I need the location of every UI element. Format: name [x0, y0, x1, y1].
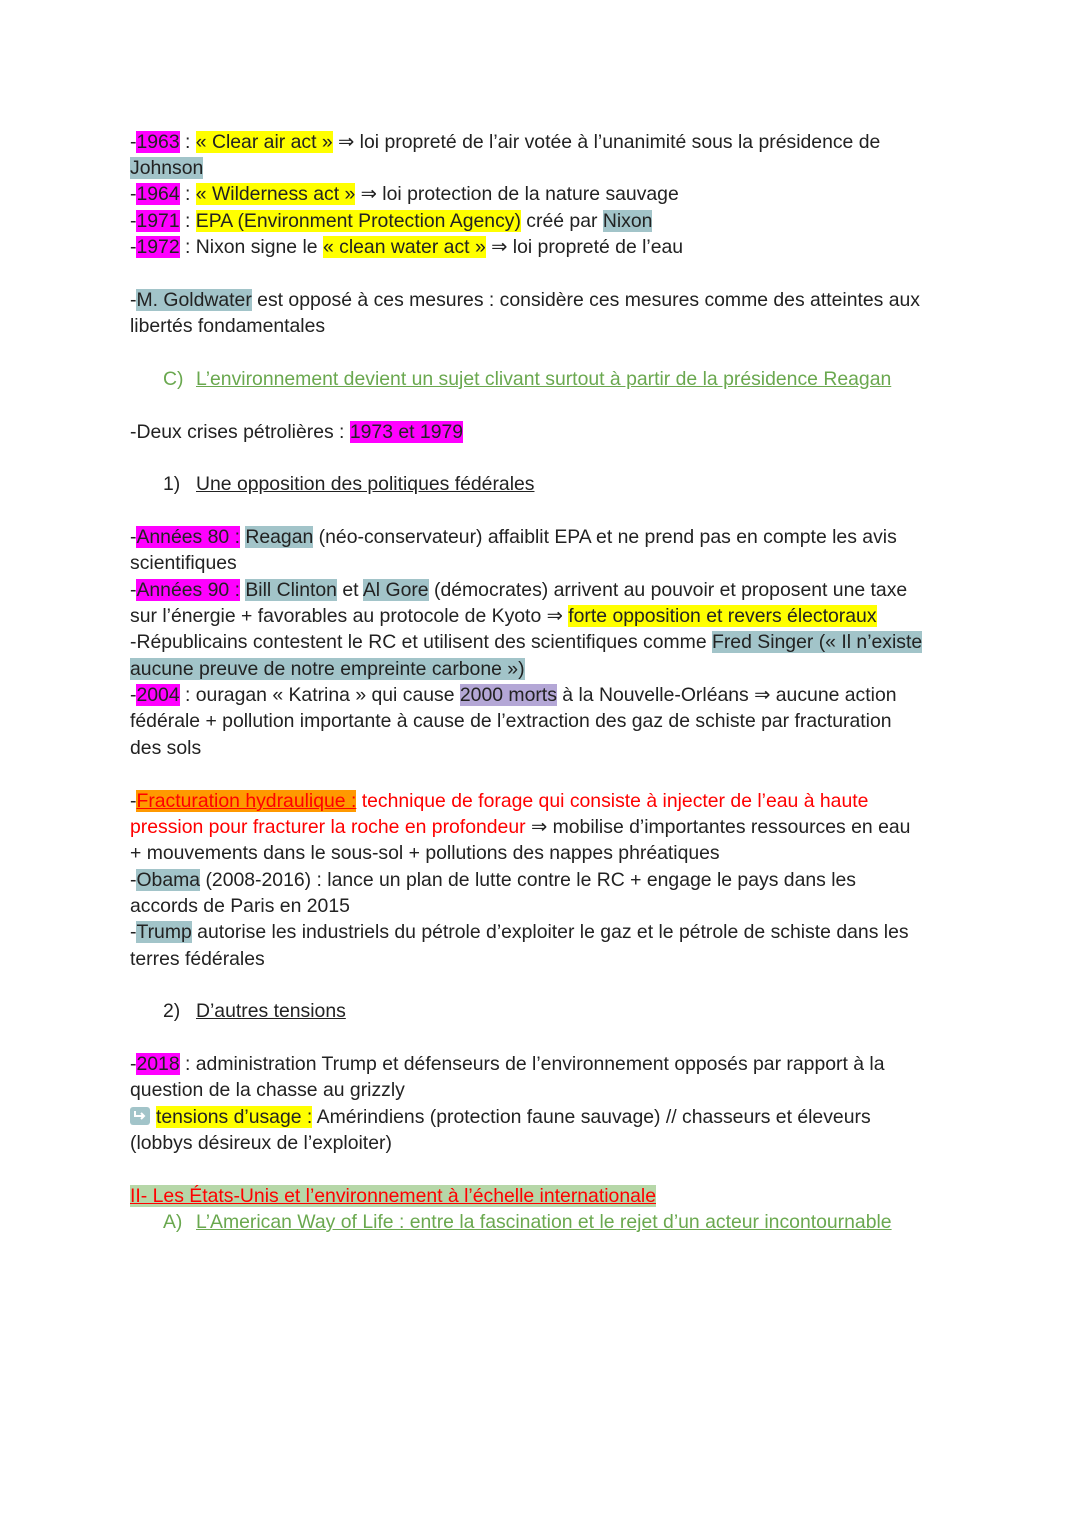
line-annees-90: -Années 90 : Bill Clinton et Al Gore (démocrates) arrivent au pouvoir et proposent une taxe [130, 579, 908, 601]
line-2004: -2004 : ouragan « Katrina » qui cause 2000 morts à la Nouvelle-Orléans ⇒ aucune action [130, 684, 897, 706]
line-libertes: libertés fondamentales [130, 315, 326, 337]
line-scientifiques: scientifiques [130, 552, 237, 574]
heading-2: 2) D’autres tensions [163, 1000, 346, 1022]
line-johnson [130, 155, 203, 181]
line-kyoto: sur l’énergie + favorables au protocole de Kyoto ⇒ forte opposition et revers électoraux [130, 605, 877, 627]
line-carbone: aucune preuve de notre empreinte carbone ») [130, 658, 525, 680]
line-paris: accords de Paris en 2015 [130, 895, 350, 917]
line-grizzly: question de la chasse au grizzly [130, 1079, 405, 1101]
return-arrow-icon [130, 1107, 150, 1125]
line-republicains: -Républicains contestent le RC et utilisent des scientifiques comme Fred Singer (« Il n’existe [130, 631, 923, 653]
line-federale: fédérale + pollution importante à cause de l’extraction des gaz de schiste par fracturation [130, 710, 892, 732]
heading-1: 1) Une opposition des politiques fédérales [163, 473, 535, 495]
line-crises: -Deux crises pétrolières : 1973 et 1979 [130, 421, 464, 443]
line-annees-80: -Années 80 : Reagan (néo-conservateur) affaiblit EPA et ne prend pas en compte les avis [130, 526, 897, 548]
line-fracturation: -Fracturation hydraulique : technique de forage qui consiste à injecter de l’eau à haute [130, 790, 869, 812]
line-1972: -1972 : Nixon signe le « clean water act » ⇒ loi propreté de l’eau [130, 236, 684, 258]
johnson: Johnson [130, 157, 204, 179]
line-sols: des sols [130, 737, 202, 759]
line-goldwater: -M. Goldwater est opposé à ces mesures : considère ces mesures comme des atteintes aux [130, 289, 921, 311]
line-2018: -2018 : administration Trump et défenseurs de l’environnement opposés par rapport à la [130, 1053, 885, 1075]
line-trump: -Trump autorise les industriels du pétrole d’exploiter le gaz et le pétrole de schiste dans les [130, 921, 909, 943]
line-1964: -1964 : « Wilderness act » ⇒ loi protection de la nature sauvage [130, 183, 679, 205]
return-arrow-svg [132, 1108, 148, 1124]
clear-air-act: « Clear air act » [195, 131, 333, 153]
line-tensions: tensions d’usage : Amérindiens (protection faune sauvage) // chasseurs et éleveurs [130, 1104, 871, 1130]
line-1971: -1971 : EPA (Environment Protection Agency) créé par Nixon [130, 210, 653, 232]
line-1963: -1963 : « Clear air act » ⇒ loi propreté de l’air votée à l’unanimité sous la présidence de [130, 131, 881, 153]
line-lobbys: (lobbys désireux de l’exploiter) [130, 1132, 392, 1154]
heading-c: C) L’environnement devient un sujet clivant surtout à partir de la présidence Reagan [163, 368, 892, 390]
year-1963: 1963 [136, 131, 180, 153]
heading-ii: II- Les États-Unis et l’environnement à l’échelle internationale [130, 1185, 656, 1207]
line-pression: pression pour fracturer la roche en profondeur ⇒ mobilise d’importantes ressources en eau [130, 816, 911, 838]
line-obama: -Obama (2008-2016) : lance un plan de lutte contre le RC + engage le pays dans les [130, 869, 857, 891]
line-terres: terres fédérales [130, 948, 265, 970]
heading-a: A) L’American Way of Life : entre la fascination et le rejet d’un acteur incontournable [163, 1211, 892, 1233]
line-mouvements: + mouvements dans le sous-sol + pollutions des nappes phréatiques [130, 842, 720, 864]
